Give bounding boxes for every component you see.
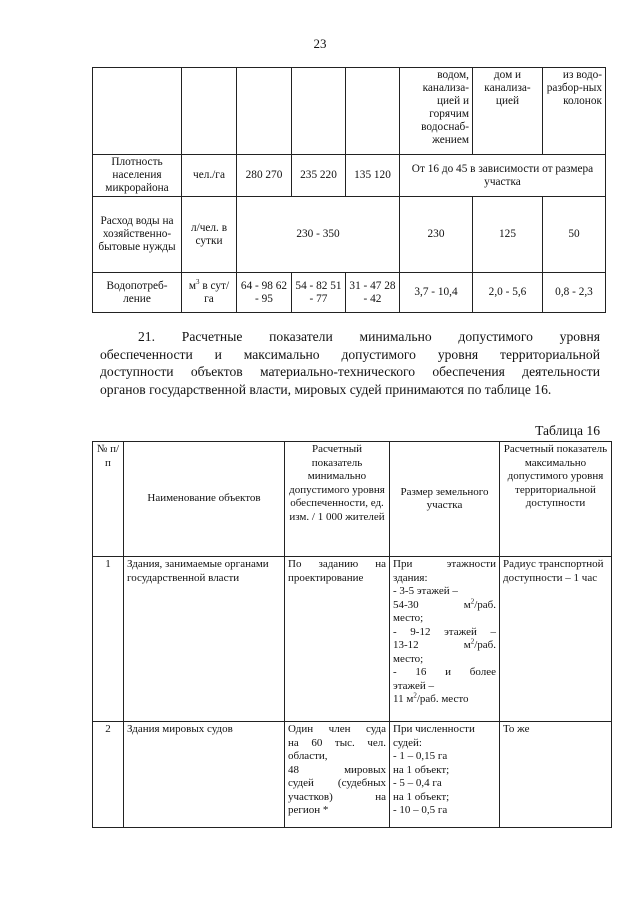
table-row: [93, 722, 612, 828]
consumption-v3: 31 - 47 28 - 42: [346, 273, 400, 313]
consumption-row: [93, 273, 606, 313]
flow-v6: 230: [400, 197, 473, 273]
row-num: 1: [93, 557, 124, 722]
consumption-v1: 64 - 98 62 - 95: [237, 273, 292, 313]
row-size: При численности судей: - 1 – 0,15 га на 1 объект; - 5 – 0,4 га на 1 объект; - 10 – 0,5 га: [390, 722, 500, 828]
consumption-v8: 0,8 - 2,3: [543, 273, 606, 313]
paragraph-21: [100, 328, 600, 398]
header-col8: из водо-разбор-ных колонок: [543, 68, 606, 155]
header-col7: дом и канализа-цией: [473, 68, 543, 155]
header-num: № п/п: [93, 442, 124, 557]
paragraph-line: доступности объектов материально-технического обеспечения деятельности: [100, 364, 600, 380]
header-col6: водом, канализа-цией и горячим водоснаб-жением: [400, 68, 473, 155]
density-unit: чел./га: [182, 155, 237, 197]
row-size: При этажности здания: - 3-5 этажей – 54-30 $м^2$/раб. место; - 9-12 этажей – 13-12 $м^2$/раб. место; - 16 и более этажей – 11 $м^2$/раб. место: [390, 557, 500, 722]
objects-table: [92, 441, 612, 828]
row-access: Радиус транспортной доступности – 1 час: [500, 557, 612, 722]
flow-v8: 50: [543, 197, 606, 273]
consumption-v6: 3,7 - 10,4: [400, 273, 473, 313]
table-caption: Таблица 16: [535, 423, 600, 438]
paragraph-line: органов государственной власти, мировых судей принимаются по таблице 16.: [100, 381, 552, 397]
page-number: 23: [313, 36, 327, 51]
header-name: Наименование объектов: [124, 442, 285, 557]
flow-name: Расход воды на хозяйственно-бытовые нужды: [93, 197, 182, 273]
density-note: От 16 до 45 в зависимости от размера участка: [400, 155, 606, 197]
density-v1: 280 270: [237, 155, 292, 197]
consumption-name: Водопотреб-ление: [93, 273, 182, 313]
paragraph-line: 21. Расчетные показатели минимально допустимого уровня: [138, 329, 600, 344]
row-name: Здания, занимаемые органами государственной власти: [124, 557, 285, 722]
flow-unit: л/чел. в сутки: [182, 197, 237, 273]
row-indicator: Один член суда на 60 тыс. чел. области, 48 мировых судей (судебных участков) на регион *: [285, 722, 390, 828]
flow-v7: 125: [473, 197, 543, 273]
density-v3: 135 120: [346, 155, 400, 197]
flow-range: 230 - 350: [237, 197, 400, 273]
table-row: [93, 557, 612, 722]
water-table: [92, 67, 606, 313]
header-indicator: Расчетный показатель минимально допустимого уровня обеспеченности, ед. изм. / 1 000 жителей: [285, 442, 390, 557]
header-access: Расчетный показатель максимально допустимого уровня территориальной доступности: [500, 442, 612, 557]
consumption-v7: 2,0 - 5,6: [473, 273, 543, 313]
row-indicator: По заданию на проектирование: [285, 557, 390, 722]
flow-row: [93, 197, 606, 273]
consumption-v2: 54 - 82 51 - 77: [292, 273, 346, 313]
density-row: [93, 155, 606, 197]
consumption-unit: $м^3$ в сут/ га: [182, 273, 237, 313]
paragraph-line: обеспеченности и максимально допустимого уровня территориальной: [100, 346, 600, 362]
water-table-header-row: [93, 68, 606, 155]
row-num: 2: [93, 722, 124, 828]
objects-header-row: [93, 442, 612, 557]
header-size: Размер земельного участка: [390, 442, 500, 557]
density-v2: 235 220: [292, 155, 346, 197]
density-name: Плотность населения микрорайона: [93, 155, 182, 197]
row-access: То же: [500, 722, 612, 828]
row-name: Здания мировых судов: [124, 722, 285, 828]
